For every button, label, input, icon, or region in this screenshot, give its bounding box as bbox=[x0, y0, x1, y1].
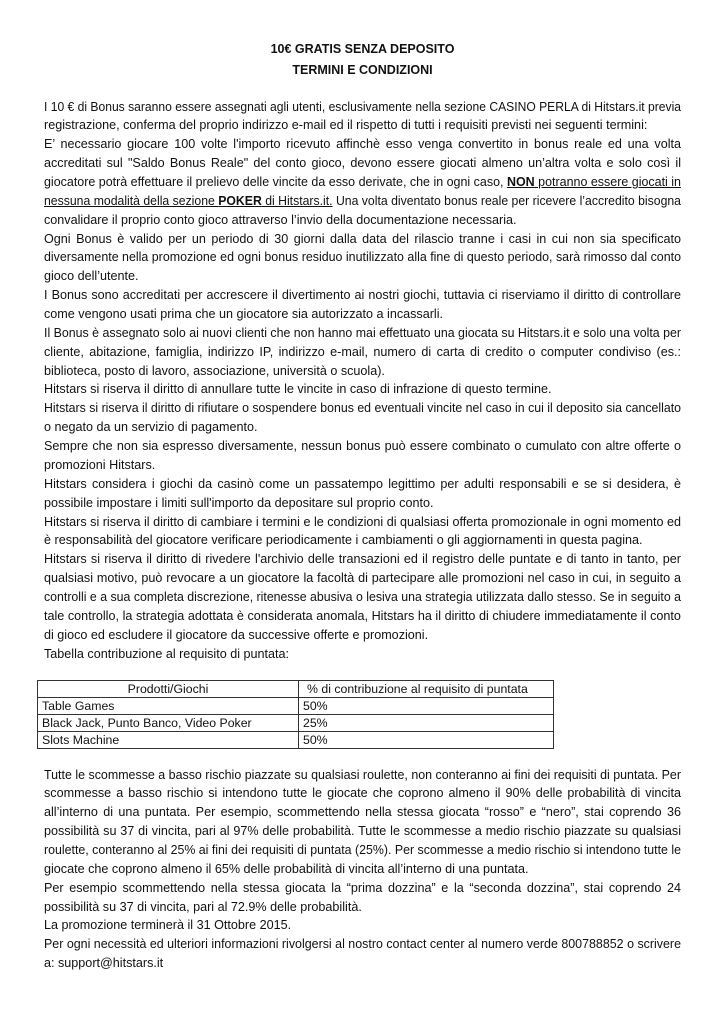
table-cell: Black Jack, Punto Banco, Video Poker bbox=[38, 715, 299, 732]
table-header-row bbox=[38, 681, 554, 698]
text-line-content: convalidare il proprio conto gioco attraverso l’invio della documentazione necessaria. bbox=[44, 212, 517, 227]
text-line-content: possibile impostare i limiti sull'importo da depositare sul proprio conto. bbox=[44, 495, 434, 510]
text-line bbox=[44, 879, 681, 898]
text-line-content: Per esempio scommettendo nella stessa giocata la “prima dozzina” e la “seconda dozzina”, stai coprendo 24 bbox=[44, 880, 681, 895]
paragraph bbox=[44, 98, 681, 136]
text-line-content bbox=[44, 192, 681, 211]
text-line-content: possibilità su 37 di vincita, pari al 97% delle probabilità. Tutte le scommesse a medio rischio piazzate su qualsiasi bbox=[44, 824, 681, 839]
table-cell: 25% bbox=[299, 715, 554, 732]
paragraph bbox=[44, 550, 681, 644]
text-line bbox=[44, 399, 681, 418]
terms-body-upper bbox=[44, 98, 681, 664]
text-segment: potranno essere giocati in bbox=[534, 175, 681, 190]
paragraph bbox=[44, 935, 681, 973]
text-line bbox=[44, 286, 681, 305]
text-line-content: Hitstars si riserva il diritto di annullare tutte le vincite in caso di infrazione di questo termine. bbox=[44, 382, 552, 397]
document-title: 10€ GRATIS SENZA DEPOSITO bbox=[270, 42, 455, 56]
text-line bbox=[44, 230, 681, 249]
text-segment: Una volta diventato bonus reale per ricevere l’accredito bisogna bbox=[332, 193, 681, 208]
text-line bbox=[44, 173, 681, 192]
text-line bbox=[44, 380, 681, 399]
table-row bbox=[38, 732, 554, 749]
text-line bbox=[44, 362, 681, 381]
text-line-content: cliente, abitazione, famiglia, indirizzo IP, indirizzo e-mail, numero di carta di credito o computer condiviso (es.: bbox=[44, 344, 681, 359]
text-line bbox=[44, 784, 681, 803]
text-line bbox=[44, 954, 681, 973]
text-line bbox=[44, 822, 681, 841]
text-line bbox=[44, 935, 681, 954]
text-line-content: Ogni Bonus è valido per un periodo di 30 giorni dalla data del rilascio tranne i casi in cui non sia specificato bbox=[44, 231, 681, 246]
paragraph bbox=[44, 135, 681, 229]
contribution-table bbox=[37, 680, 554, 749]
table-header-cell: Prodotti/Giochi bbox=[38, 681, 299, 698]
paragraph bbox=[44, 380, 681, 399]
text-line bbox=[44, 494, 681, 513]
text-line-content: giocate che coprono almeno il 65% delle probabilità di vincita all’interno di una puntata. bbox=[44, 861, 529, 876]
text-line-content: gioco dell’utente. bbox=[44, 269, 139, 284]
text-line bbox=[44, 154, 681, 173]
text-line bbox=[44, 898, 681, 917]
table-cell: 50% bbox=[299, 698, 554, 715]
text-line-content: diversamente nella promozione ed ogni bonus residuo inutilizzato alla fine di questo periodo, sarà rimosso dal conto bbox=[44, 250, 681, 265]
text-line-content: possibilità su 37 di vincita, pari al 72.9% delle probabilità. bbox=[44, 899, 362, 914]
text-line bbox=[44, 626, 681, 645]
text-line-content: Per ogni necessità ed ulteriori informazioni rivolgersi al nostro contact center al numero verde 800788852 o scrivere bbox=[44, 937, 681, 952]
text-line-content: Hitstars considera i giochi da casinò come un passatempo legittimo per adulti responsabili e se si desidera, è bbox=[44, 476, 681, 491]
text-line-content: biblioteca, posto di lavoro, associazione, università o scuola). bbox=[44, 363, 385, 378]
paragraph bbox=[44, 513, 681, 551]
text-line bbox=[44, 766, 681, 785]
emphasis-text: NON bbox=[506, 175, 535, 190]
text-line bbox=[44, 248, 681, 267]
table-cell: Table Games bbox=[38, 698, 299, 715]
text-line bbox=[44, 916, 681, 935]
document-subtitle: TERMINI E CONDIZIONI bbox=[292, 63, 433, 77]
text-line-content: Il Bonus è assegnato solo ai nuovi clienti che non hanno mai effettuato una giocata su Hitstars.it e solo una volta per bbox=[44, 325, 681, 340]
table-header-cell: % di contribuzione al requisito di puntata bbox=[299, 681, 554, 698]
paragraph bbox=[44, 475, 681, 513]
text-line bbox=[44, 437, 681, 456]
paragraph bbox=[44, 645, 681, 664]
terms-body-lower bbox=[44, 766, 681, 973]
emphasis-text: POKER bbox=[218, 193, 262, 208]
text-line bbox=[44, 116, 681, 135]
text-line bbox=[44, 475, 681, 494]
text-line-content: Tutte le scommesse a basso rischio piazzate su qualsiasi roulette, non conteranno ai fini dei requisiti di puntata. Per bbox=[44, 767, 681, 782]
text-segment: nessuna modalità della sezione bbox=[44, 193, 219, 208]
table-cell: Slots Machine bbox=[38, 732, 299, 749]
text-line-content: controlli e a sua completa discrezione, ritenesse abusiva o lesiva una strategia utilizzata dallo stesso. Se in seguito a bbox=[44, 589, 681, 604]
text-line-content: all’interno di una puntata. Per esempio, scommettendo nella stessa giocata “rosso” e “nero”, stai coprendo 36 bbox=[44, 805, 681, 820]
text-line bbox=[44, 305, 681, 324]
text-line bbox=[44, 267, 681, 286]
paragraph bbox=[44, 766, 681, 879]
text-line bbox=[44, 531, 681, 550]
text-line bbox=[44, 343, 681, 362]
text-line-content: E’ necessario giocare 100 volte l'importo ricevuto affinchè esso venga convertito in bonus reale ed una volta bbox=[44, 137, 681, 152]
text-line bbox=[44, 803, 681, 822]
text-line bbox=[44, 645, 681, 664]
text-segment: di Hitstars.it. bbox=[261, 193, 333, 208]
text-line-content: a: support@hitstars.it bbox=[44, 956, 164, 971]
text-line-content: La promozione terminerà il 31 Ottobre 2015. bbox=[44, 918, 292, 933]
text-line bbox=[44, 569, 681, 588]
text-line bbox=[44, 456, 681, 475]
paragraph bbox=[44, 230, 681, 287]
text-line-content: Hitstars si riserva il diritto di rivedere l'archivio delle transazioni ed il registro delle puntate e di tanto in tanto, per bbox=[44, 552, 681, 567]
table-row bbox=[38, 715, 554, 732]
text-line-content: o negato da un servizio di pagamento. bbox=[44, 420, 258, 435]
paragraph bbox=[44, 879, 681, 917]
text-line-content: I 10 € di Bonus saranno essere assegnati agli utenti, esclusivamente nella sezione CASINO PERLA di Hitstars.it previa bbox=[44, 99, 681, 114]
text-line bbox=[44, 324, 681, 343]
text-segment: giocatore potrà effettuare il prelievo delle vincite da esso derivate, che in ogni caso, bbox=[44, 175, 507, 190]
paragraph bbox=[44, 437, 681, 475]
text-line-content: accreditati sul "Saldo Bonus Reale" del conto gioco, devono essere giocati almeno un’altra volta e solo così il bbox=[44, 156, 681, 171]
table-row bbox=[38, 698, 554, 715]
table-cell: 50% bbox=[299, 732, 554, 749]
text-line bbox=[44, 588, 681, 607]
text-line-content: come vengono usati prima che un giocatore sia autorizzato a incassarli. bbox=[44, 307, 444, 322]
text-line bbox=[44, 513, 681, 532]
text-line bbox=[44, 550, 681, 569]
paragraph bbox=[44, 916, 681, 935]
text-line-content: è responsabilità del giocatore verificare periodicamente i cambiamenti o gli aggiornamenti in questa pagina. bbox=[44, 533, 643, 548]
paragraph bbox=[44, 399, 681, 437]
text-line bbox=[44, 98, 681, 117]
text-line bbox=[44, 418, 681, 437]
paragraph bbox=[44, 286, 681, 324]
text-line bbox=[44, 607, 681, 626]
text-line-content: scommesse a basso rischio si intendono tutte le giocate che coprono almeno il 90% delle probabilità di vincita bbox=[44, 786, 681, 801]
paragraph bbox=[44, 324, 681, 381]
text-line bbox=[44, 211, 681, 230]
text-line-content: tale controllo, la strategia adottata è considerata anomala, Hitstars ha il diritto di chiudere immediatamente il conto bbox=[44, 608, 681, 623]
text-line-content: qualsiasi motivo, può revocare a un giocatore la facoltà di partecipare alle promozioni nel caso in cui, in seguito a bbox=[44, 571, 681, 586]
text-line-content: promozioni Hitstars. bbox=[44, 457, 156, 472]
text-line-content: registrazione, conferma del proprio indirizzo e-mail ed il rispetto di tutti i requisiti previsti nei seguenti termini: bbox=[44, 118, 648, 133]
text-line-content: Tabella contribuzione al requisito di puntata: bbox=[44, 646, 290, 661]
text-line bbox=[44, 135, 681, 154]
text-line-content bbox=[44, 173, 681, 192]
text-line bbox=[44, 841, 681, 860]
text-line-content: Hitstars si riserva il diritto di cambiare i termini e le condizioni di qualsiasi offerta promozionale in ogni momento ed bbox=[44, 514, 681, 529]
text-line-content: Sempre che non sia espresso diversamente, nessun bonus può essere combinato o cumulato con altre offerte o bbox=[44, 439, 681, 454]
text-line-content: I Bonus sono accreditati per accrescere il divertimento ai nostri giochi, tuttavia ci riserviamo il diritto di controllare bbox=[44, 288, 681, 303]
text-line-content: di gioco ed escludere il giocatore da successive offerte e promozioni. bbox=[44, 627, 429, 642]
text-line-content: Hitstars si riserva il diritto di rifiutare o sospendere bonus ed eventuali vincite nel caso in cui il deposito sia cancellato bbox=[44, 401, 681, 416]
text-line bbox=[44, 192, 681, 211]
text-line bbox=[44, 860, 681, 879]
text-line-content: roulette, conteranno al 25% ai fini dei requisiti di puntata (25%). Per scommesse a medio rischio si intendono tutte le bbox=[44, 843, 681, 858]
